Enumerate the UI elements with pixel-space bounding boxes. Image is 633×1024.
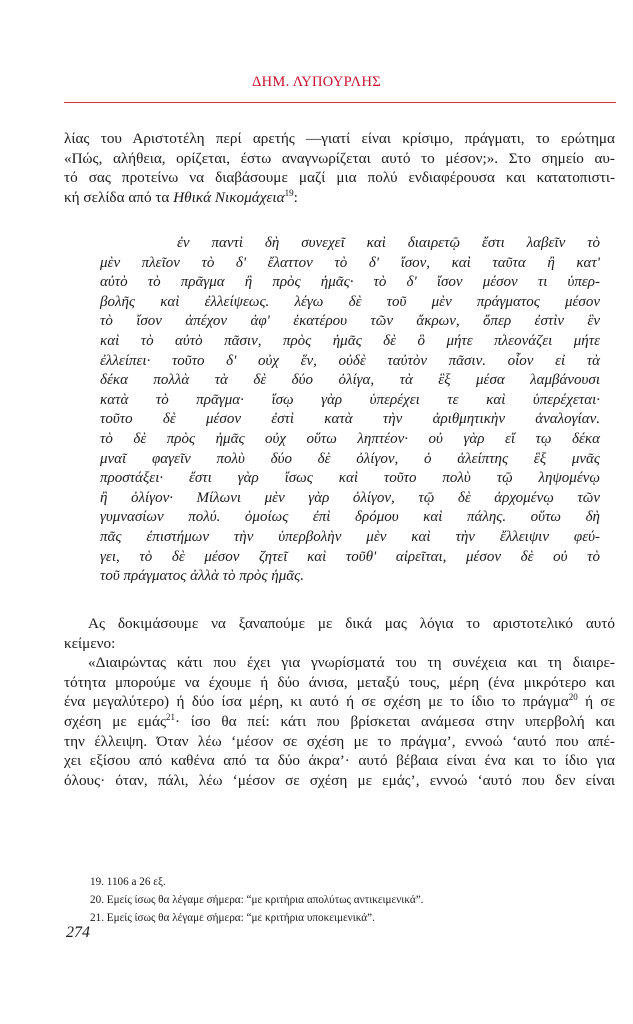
quote-line: βολῆς καὶ ἐλλείψεως. λέγω δὲ τοῦ μὲν πράγματος μέσον xyxy=(100,293,600,310)
text-line: λίας του Αριστοτέλη περί αρετής —γιατί είναι κρίσιμο, πράγματι, το ερώτημα xyxy=(64,130,615,147)
text: σχέση με εμάς xyxy=(64,712,166,730)
running-head: ΔΗΜ. ΛΥΠΟΥΡΛΗΣ xyxy=(252,74,381,90)
text-line xyxy=(64,188,615,208)
quote-line: προστάξει· ἔστι γὰρ ἴσως καὶ τοῦτο πολὺ τῷ ληψομένῳ xyxy=(100,470,600,487)
footnote: 21. Εμείς ίσως θα λέγαμε σήμερα: “με κριτήρια υποκειμενικά”. xyxy=(90,912,375,924)
text-line: κείμενο: xyxy=(64,634,116,652)
work-title: Ηθικά Νικομάχεια xyxy=(173,188,285,206)
text-line: Ας δοκιμάσουμε να ξαναπούμε με δικά μας λόγια το αριστοτελικό αυτό xyxy=(88,615,615,632)
quote-line: τοῦ πράγματος ἀλλὰ τὸ πρὸς ἡμᾶς. xyxy=(100,568,304,585)
footnote-ref: 21 xyxy=(165,711,175,722)
quote-line: ἐν παντὶ δὴ συνεχεῖ καὶ διαιρετῷ ἔστι λαβεῖν τὸ xyxy=(177,235,600,251)
footnote-ref: 19 xyxy=(284,187,294,198)
quote-line: τοῦτο δὲ μέσον ἐστὶ κατὰ τὴν ἀριθμητικὴν ἀναλογίαν. xyxy=(100,411,600,428)
quote-line: κατὰ τὸ πρᾶγμα· ἴσῳ γὰρ ὑπερέχει τε καὶ ὑπερέχεται· xyxy=(100,391,600,408)
paraphrase-paragraph xyxy=(64,614,615,790)
greek-quotation xyxy=(100,234,600,587)
text: κή σελίδα από τα xyxy=(64,188,174,206)
text: ή σε xyxy=(577,693,615,711)
quote-line: καὶ τὸ αὐτὸ πᾶσιν, πρὸς ἡμᾶς δὲ ὃ μήτε πλεονάζει μήτε xyxy=(100,332,600,349)
text-line: τό σας προτείνω να διαβάσουμε μαζί μια πολύ ενδιαφέρουσα και κατατοπιστι- xyxy=(64,169,615,187)
page-number: 274 xyxy=(66,924,90,941)
text: ένα μεγαλύτερο) ή δύο ίσα μέρη, κι αυτό ή σε σχέση με το ίδιο το πράγμα xyxy=(64,693,569,711)
text-line: όλους· όταν, πάλι, λέω ‘μέσον σε σχέση με εμάς’, εννοώ ‘αυτό που δεν είναι xyxy=(64,771,615,789)
quote-line: τὸ ἴσον ἀπέχον ἀφ' ἑκατέρου τῶν ἄκρων, ὅπερ ἐστὶν ἓν xyxy=(100,313,600,330)
text-line: χει εξίσου από καθένα από τα δύο άκρα’· αυτό βέβαια είναι ένα και το ίδιο για xyxy=(64,752,615,770)
quote-line: μναῖ φαγεῖν πολὺ δύο δὲ ὀλίγον, ὁ ἀλείπτης ἓξ μνᾶς xyxy=(100,450,600,467)
quote-line: ἢ ὀλίγον· Μίλωνι μὲν γὰρ ὀλίγον, τῷ δὲ ἀρχομένῳ τῶν xyxy=(100,489,600,506)
quote-line: ἐλλείπει· τοῦτο δ' οὐχ ἕν, οὐδὲ ταὐτὸν πᾶσιν. οἷον εἰ τὰ xyxy=(100,352,600,369)
quote-line: πᾶς ἐπιστήμων τὴν ὑπερβολὴν μὲν καὶ τὴν ἔλλειψιν φεύ- xyxy=(100,528,600,545)
footnote: 20. Εμείς ίσως θα λέγαμε σήμερα: “με κριτήρια απολύτως αντικειμενικά”. xyxy=(90,894,424,906)
intro-paragraph xyxy=(64,129,615,207)
text-line xyxy=(64,692,615,712)
quote-line: αὐτὸ τὸ πρᾶγμα ἢ πρὸς ἡμᾶς· τὸ δ' ἴσον μέσον τι ὑπερ- xyxy=(100,274,600,291)
footnotes xyxy=(90,873,423,927)
text-line xyxy=(64,712,615,732)
text-line: τότητα μπορούμε να έχουμε ή δύο άνισα, μεταξύ τους, μέρη (ένα μικρότερο και xyxy=(64,673,615,691)
footnote-ref: 20 xyxy=(568,692,578,703)
quote-line: γυμνασίων πολύ. ὁμοίως ἐπὶ δρόμου καὶ πάλης. οὕτω δὴ xyxy=(100,509,600,526)
quote-line: μὲν πλεῖον τὸ δ' ἔλαττον τὸ δ' ἴσον, καὶ ταῦτα ἢ κατ' xyxy=(100,254,600,271)
text: : xyxy=(293,188,298,206)
quote-line: τὸ δὲ πρὸς ἡμᾶς οὐχ οὕτω ληπτέον· οὐ γὰρ εἴ τῳ δέκα xyxy=(100,430,600,447)
header-rule xyxy=(64,102,616,103)
quote-line: δέκα πολλὰ τὰ δὲ δύο ὀλίγα, τὰ ἓξ μέσα λαμβάνουσι xyxy=(100,372,600,389)
text-line: «Διαιρώντας κάτι που έχει για γνωρίσματά του τη συνέχεια και τη διαιρε- xyxy=(88,654,615,672)
quote-line: γει, τὸ δὲ μέσον ζητεῖ καὶ τοῦθ' αἱρεῖται, μέσον δὲ οὐ τὸ xyxy=(100,548,600,565)
text: · ίσο θα πεί: κάτι που βρίσκεται ανάμεσα στην υπερβολή και xyxy=(174,712,615,730)
text-line: «Πώς, αλήθεια, ορίζεται, έστω αναγνωρίζεται αυτό το μέσον;». Στο σημείο αυ- xyxy=(64,149,615,167)
text-line: την έλλειψη. Όταν λέω ‘μέσον σε σχέση με το πράγμα’, εννοώ ‘αυτό που απέ- xyxy=(64,732,615,750)
footnote: 19. 1106 a 26 εξ. xyxy=(90,876,166,888)
